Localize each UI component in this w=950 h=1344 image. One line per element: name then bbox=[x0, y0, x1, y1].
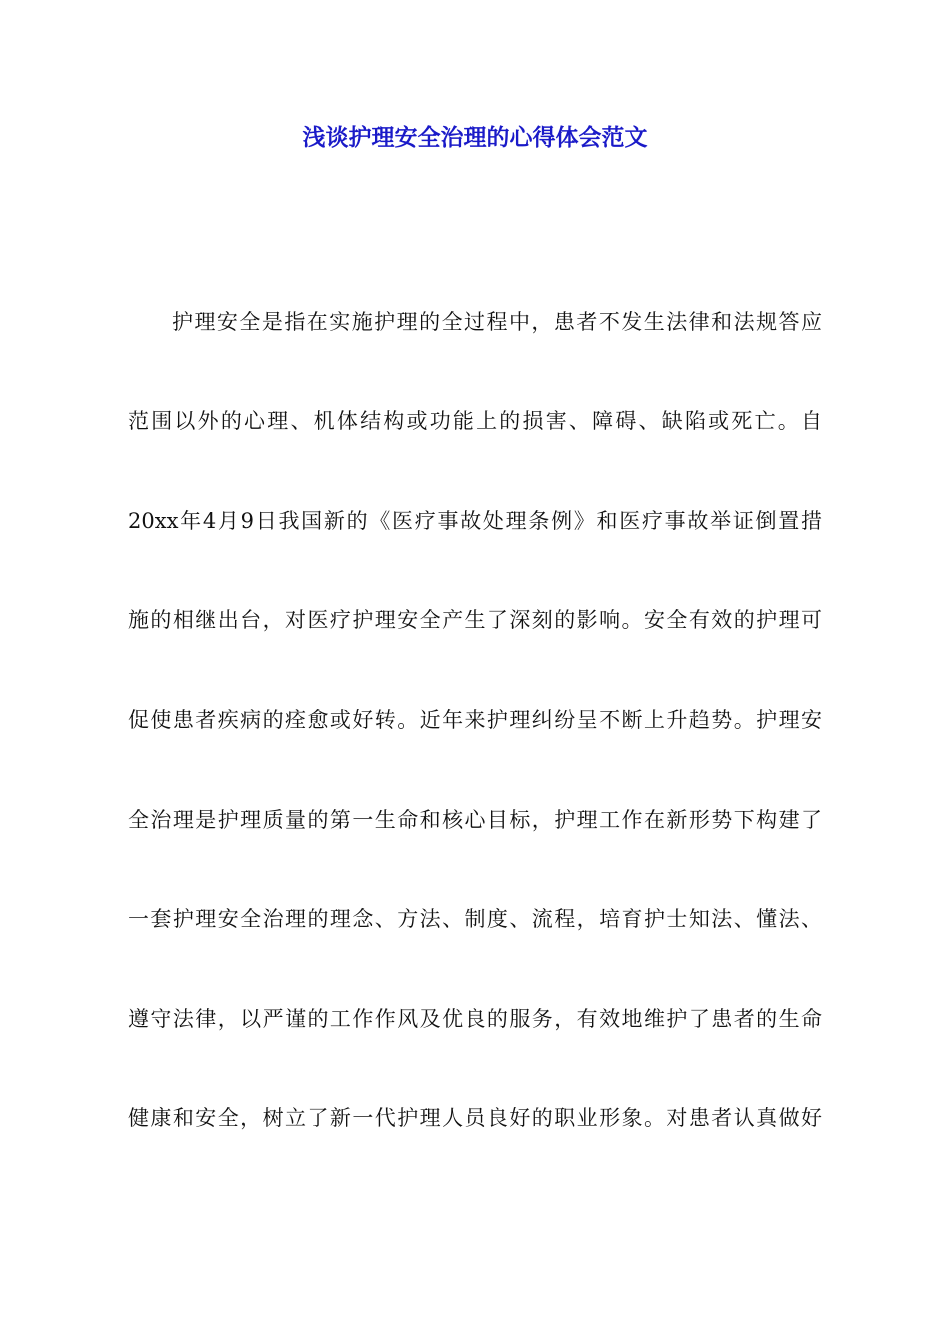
body-line-3: 20xx年4月9日我国新的《医疗事故处理条例》和医疗事故举证倒置措 bbox=[128, 509, 822, 533]
document-title: 浅谈护理安全治理的心得体会范文 bbox=[302, 125, 648, 151]
body-line-4: 施的相继出台，对医疗护理安全产生了深刻的影响。安全有效的护理可 bbox=[128, 608, 822, 632]
body-line-8: 遵守法律，以严谨的工作作风及优良的服务，有效地维护了患者的生命 bbox=[128, 1007, 822, 1031]
body-line-1: 护理安全是指在实施护理的全过程中，患者不发生法律和法规答应 bbox=[172, 310, 822, 334]
body-line-6: 全治理是护理质量的第一生命和核心目标，护理工作在新形势下构建了 bbox=[128, 808, 822, 832]
body-line-2: 范围以外的心理、机体结构或功能上的损害、障碍、缺陷或死亡。自 bbox=[128, 409, 822, 433]
body-line-9: 健康和安全，树立了新一代护理人员良好的职业形象。对患者认真做好 bbox=[128, 1106, 822, 1130]
body-line-5: 促使患者疾病的痊愈或好转。近年来护理纠纷呈不断上升趋势。护理安 bbox=[128, 708, 822, 732]
body-line-7: 一套护理安全治理的理念、方法、制度、流程，培育护士知法、懂法、 bbox=[128, 907, 822, 931]
